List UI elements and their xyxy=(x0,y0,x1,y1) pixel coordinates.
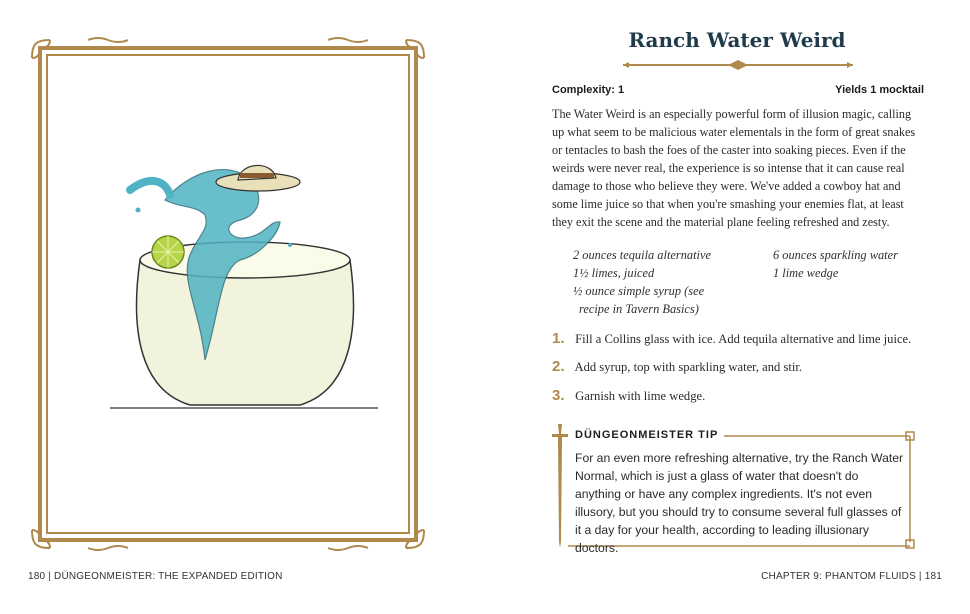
tip-heading: DÜNGEONMEISTER TIP xyxy=(575,429,724,441)
footer-left: 180 | DÜNGEONMEISTER: THE EXPANDED EDITION xyxy=(28,571,283,582)
step-item xyxy=(552,358,802,378)
water-weird-illustration xyxy=(110,160,410,440)
ingredient-item: ½ ounce simple syrup (see xyxy=(573,284,705,298)
step-item xyxy=(552,330,911,350)
footer-right: CHAPTER 9: PHANTOM FLUIDS | 181 xyxy=(761,571,942,582)
complexity-label: Complexity: 1 xyxy=(552,84,625,96)
ingredient-item: 1½ limes, juiced xyxy=(573,266,655,280)
step-number: 3. xyxy=(552,387,565,404)
recipe-meta xyxy=(552,84,924,96)
title-divider xyxy=(623,60,853,70)
step-number: 1. xyxy=(552,330,565,347)
ingredient-item: recipe in Tavern Basics) xyxy=(579,302,699,316)
recipe-intro: The Water Weird is an especially powerful form of illusion magic, calling up what seem to be malicious water elementals in the form of great snakes or tentacles to bash the foes of the caster into soaking pieces. Even if the weirds were never real, the experience is so intense that it can cause real damage to those who believe they were. We've added a cowboy hat and some lime juice so that when you're smashing your enemies flat, at least they exit the scene and the material plane feeling refreshed and zesty. xyxy=(552,107,916,229)
recipe-title: Ranch Water Weird xyxy=(628,28,846,52)
ingredient-item: 6 ounces sparkling water xyxy=(773,248,898,262)
tip-body: For an even more refreshing alternative, try the Ranch Water Normal, which is just a glass of water that doesn't do anything or have any complex ingredients. It's not even illusory, but you should try to consume several full glasses of it a day for your health, according to leading illusionary doctors. xyxy=(575,451,904,555)
step-number: 2. xyxy=(552,358,565,375)
sword-icon xyxy=(552,424,568,548)
ingredient-item: 2 ounces tequila alternative xyxy=(573,248,711,262)
yields-label: Yields 1 mocktail xyxy=(835,84,924,96)
step-text: Garnish with lime wedge. xyxy=(575,389,706,403)
step-text: Add syrup, top with sparkling water, and stir. xyxy=(574,360,803,374)
step-item xyxy=(552,387,705,407)
step-text: Fill a Collins glass with ice. Add tequila alternative and lime juice. xyxy=(575,332,912,346)
ingredient-item: 1 lime wedge xyxy=(773,266,839,280)
